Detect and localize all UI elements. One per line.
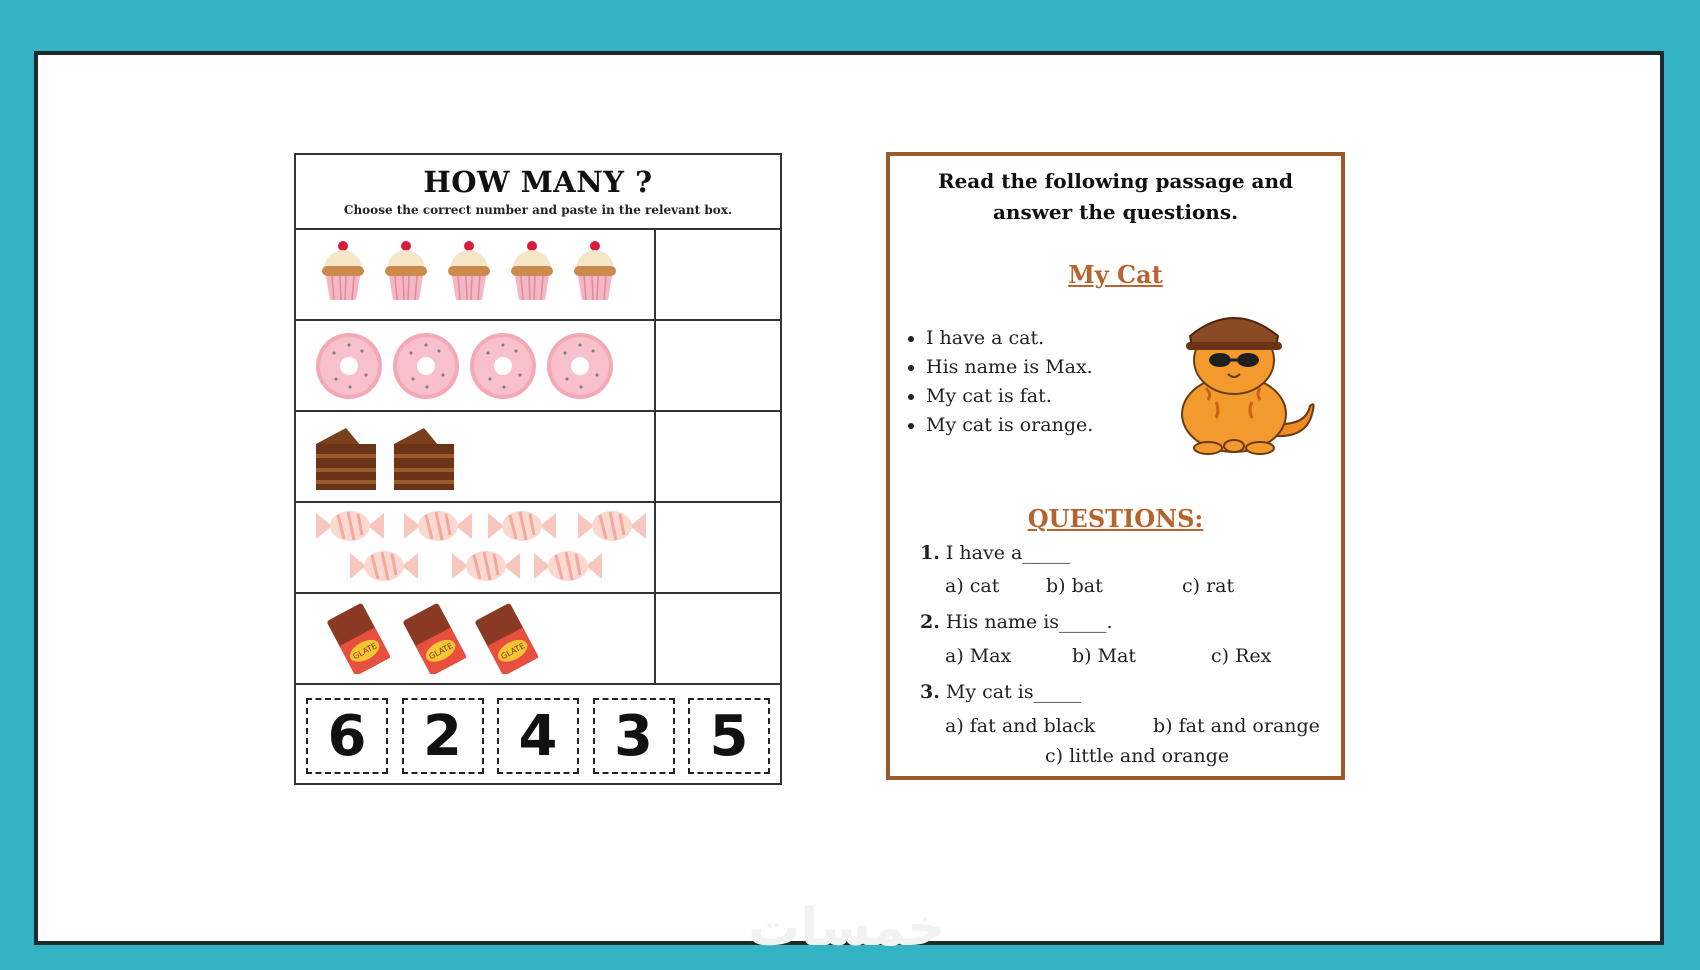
question-text: His name is_____. <box>945 611 1113 633</box>
donut-icon <box>391 331 461 401</box>
question-number: 2. <box>920 611 940 633</box>
question-3 <box>920 681 1081 703</box>
story-sentence: • My cat is orange. <box>926 411 1093 440</box>
cat-illustration-icon <box>1156 306 1322 456</box>
chocolate-bar-icon <box>324 602 394 674</box>
number-card[interactable]: 4 <box>497 698 579 774</box>
count-row-chocolate <box>296 594 780 685</box>
donut-icon <box>314 331 384 401</box>
worksheet-header <box>296 155 780 230</box>
candy-icon <box>348 547 420 585</box>
story-sentence: • I have a cat. <box>926 324 1093 353</box>
answer-box[interactable] <box>656 321 780 410</box>
answer-box[interactable] <box>656 230 780 319</box>
question-2 <box>920 611 1113 633</box>
candy-icon <box>486 507 558 545</box>
option: c) rat <box>1182 575 1235 597</box>
cake-slice-icon <box>312 424 380 492</box>
svg-text:GLATE: GLATE <box>351 641 379 662</box>
content-frame <box>34 51 1664 945</box>
candy-icon <box>402 507 474 545</box>
count-row-donuts <box>296 321 780 412</box>
picture-cell <box>296 594 656 683</box>
question-1 <box>920 542 1070 564</box>
picture-cell <box>296 321 656 410</box>
cupcake-icon <box>318 238 368 302</box>
cake-slice-icon <box>390 424 458 492</box>
count-row-candies <box>296 503 780 594</box>
candy-icon <box>532 547 604 585</box>
cupcake-icon <box>570 238 620 302</box>
picture-cell <box>296 503 656 592</box>
instruction-text: Read the following passage and answer the questions. <box>937 169 1294 224</box>
count-row-cake <box>296 412 780 503</box>
question-number: 1. <box>920 542 940 564</box>
donut-icon <box>545 331 615 401</box>
option: b) Mat <box>1072 645 1137 667</box>
count-row-cupcakes <box>296 230 780 321</box>
candy-icon <box>314 507 386 545</box>
chocolate-bar-icon <box>400 602 470 674</box>
option: c) Rex <box>1211 645 1272 667</box>
counting-worksheet <box>294 153 782 785</box>
candy-icon <box>450 547 522 585</box>
worksheet-title: HOW MANY ? <box>423 165 653 199</box>
option: a) Max <box>945 645 1012 667</box>
number-card[interactable]: 3 <box>593 698 675 774</box>
picture-cell <box>296 412 656 501</box>
candy-icon <box>576 507 648 545</box>
picture-cell <box>296 230 656 319</box>
answer-box[interactable] <box>656 594 780 683</box>
option: b) fat and orange <box>1153 715 1320 737</box>
option: a) fat and black <box>945 715 1096 737</box>
answer-box[interactable] <box>656 412 780 501</box>
option: b) bat <box>1046 575 1103 597</box>
watermark: خمسات <box>748 898 946 958</box>
story-sentence: • His name is Max. <box>926 353 1093 382</box>
option: a) cat <box>945 575 1000 597</box>
questions-heading: QUESTIONS: <box>1027 504 1204 533</box>
cupcake-icon <box>507 238 557 302</box>
chocolate-bar-icon <box>472 602 542 674</box>
svg-text:GLATE: GLATE <box>427 641 455 662</box>
number-cards <box>296 685 780 774</box>
reading-worksheet <box>886 152 1345 780</box>
story-title: My Cat <box>1068 260 1163 289</box>
worksheet-subtitle: Choose the correct number and paste in the relevant box. <box>343 203 733 217</box>
cupcake-icon <box>381 238 431 302</box>
question-text: I have a_____ <box>945 542 1070 564</box>
cupcake-icon <box>444 238 494 302</box>
story-sentences <box>904 324 1093 440</box>
question-text: My cat is_____ <box>945 681 1082 703</box>
donut-icon <box>468 331 538 401</box>
question-number: 3. <box>920 681 940 703</box>
number-card[interactable]: 5 <box>688 698 770 774</box>
number-card[interactable]: 2 <box>402 698 484 774</box>
number-card[interactable]: 6 <box>306 698 388 774</box>
story-sentence: • My cat is fat. <box>926 382 1093 411</box>
svg-text:GLATE: GLATE <box>499 641 527 662</box>
option: c) little and orange <box>1045 745 1230 767</box>
answer-box[interactable] <box>656 503 780 592</box>
